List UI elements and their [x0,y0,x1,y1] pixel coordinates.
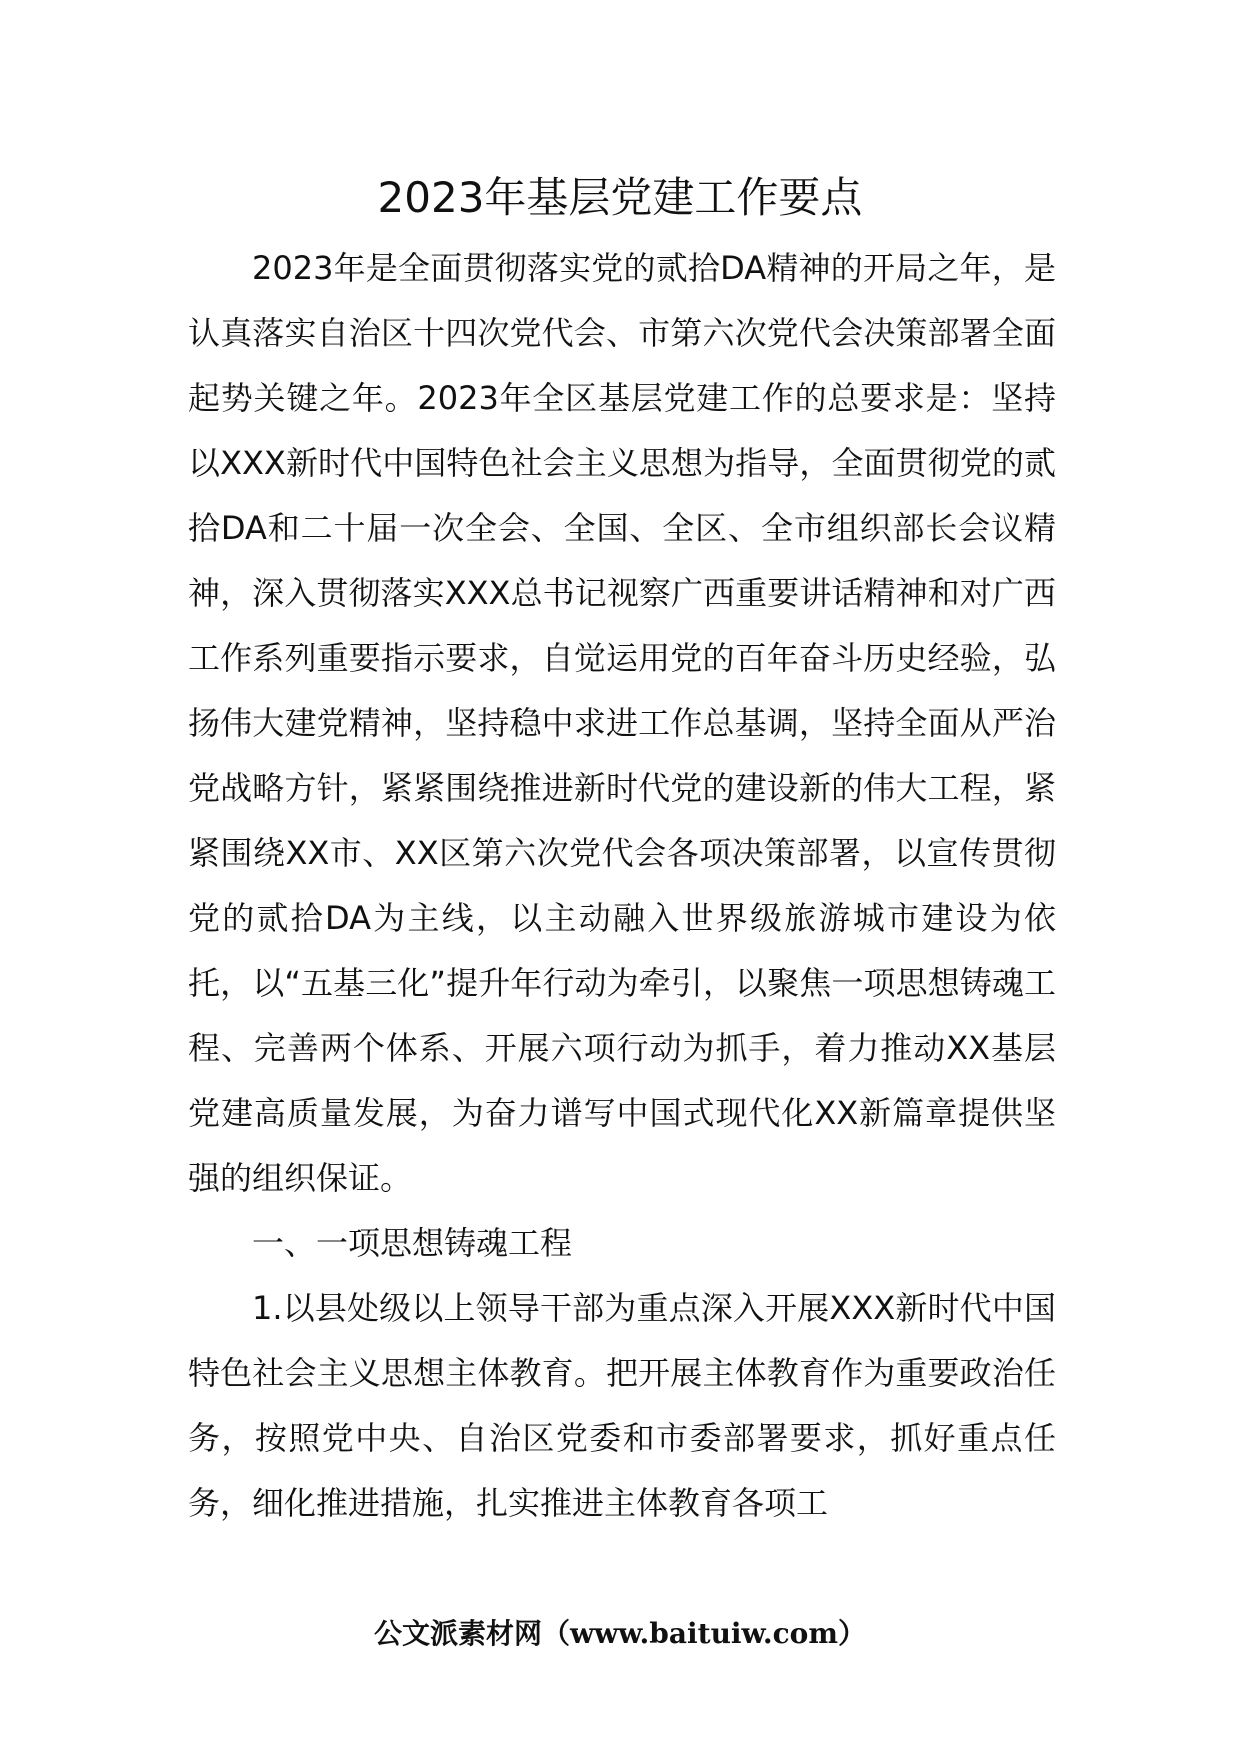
document-title: 2023年基层党建工作要点 [377,173,863,222]
intro-paragraph: 2023年是全面贯彻落实党的贰拾DA精神的开局之年，是认真落实自治区十四次党代会、市第六次党代会决策部署全面起势关键之年。2023年全区基层党建工作的总要求是：坚持以XXX新时代中国特色社会主义思想为指导，全面贯彻党的贰拾DA和二十届一次全会、全国、全区、全市组织部长会议精神，深入贯彻落实XXX总书记视察广西重要讲话精神和对广西工作系列重要指示要求，自觉运用党的百年奋斗历史经验，弘扬伟大建党精神，坚持稳中求进工作总基调，坚持全面从严治党战略方针，紧紧围绕推进新时代党的建设新的伟大工程，紧紧围绕XX市、XX区第六次党代会各项决策部署，以宣传贯彻党的贰拾DA为主线，以主动融入世界级旅游城市建设为依托，以“五基三化”提升年行动为牵引，以聚焦一项思想铸魂工程、完善两个体系、开展六项行动为抓手，着力推动XX基层党建高质量发展，为奋力谱写中国式现代化XX新篇章提供坚强的组织保证。 [188,249,1056,1197]
footer-watermark-text: 公文派素材网（www.baituiw.com） [374,1617,866,1650]
section-heading: 一、一项思想铸魂工程 [252,1224,573,1262]
section-paragraph: 1.以县处级以上领导干部为重点深入开展XXX新时代中国特色社会主义思想主体教育。把开展主体教育作为重要政治任务，按照党中央、自治区党委和市委部署要求，抓好重点任务，细化推进措施，扎实推进主体教育各项工 [188,1289,1056,1522]
document-body [188,236,1056,1536]
